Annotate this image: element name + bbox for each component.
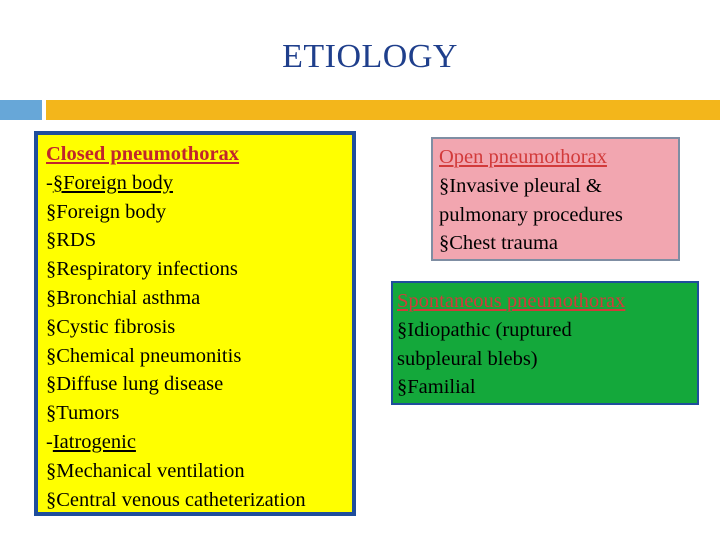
accent-bar-gold (46, 100, 720, 120)
closed-line-iatrogenic: -Iatrogenic (46, 430, 136, 453)
closed-line-rds: §RDS (46, 229, 97, 252)
closed-line-tumors: §Tumors (46, 402, 120, 425)
closed-line-central-venous-catheterization: §Central venous catheterization (46, 488, 306, 511)
closed-line-diffuse-lung-disease: §Diffuse lung disease (46, 373, 224, 396)
closed-line-cystic-fibrosis: §Cystic fibrosis (46, 315, 176, 338)
accent-bar-blue (0, 100, 42, 120)
spontaneous-pneumothorax-box (391, 281, 699, 405)
slide-title: ETIOLOGY (282, 38, 458, 75)
spontaneous-line-idiopathic: §Idiopathic (ruptured (397, 318, 572, 341)
closed-heading: Closed pneumothorax (46, 143, 240, 165)
open-line-invasive: §Invasive pleural & (439, 174, 602, 197)
closed-line-pulmonary-disease: -§Foreign body (46, 171, 173, 194)
closed-line-mechanical-ventilation: §Mechanical ventilation (46, 459, 245, 482)
open-line-procedures: pulmonary procedures (439, 203, 623, 226)
open-pneumothorax-box (431, 137, 680, 261)
closed-line-bronchial-asthma: §Bronchial asthma (46, 286, 201, 309)
open-heading: Open pneumothorax (439, 146, 607, 168)
closed-line-foreign-body: §Foreign body (46, 200, 167, 223)
closed-line-respiratory-infections: §Respiratory infections (46, 258, 238, 281)
spontaneous-line-blebs: subpleural blebs) (397, 347, 538, 370)
closed-pneumothorax-box (34, 131, 356, 516)
closed-line-chemical-pneumonitis: §Chemical pneumonitis (46, 344, 242, 367)
spontaneous-heading: Spontaneous pneumothorax (397, 290, 626, 312)
spontaneous-line-familial: §Familial (397, 376, 476, 399)
open-line-chest-trauma: §Chest trauma (439, 232, 558, 255)
